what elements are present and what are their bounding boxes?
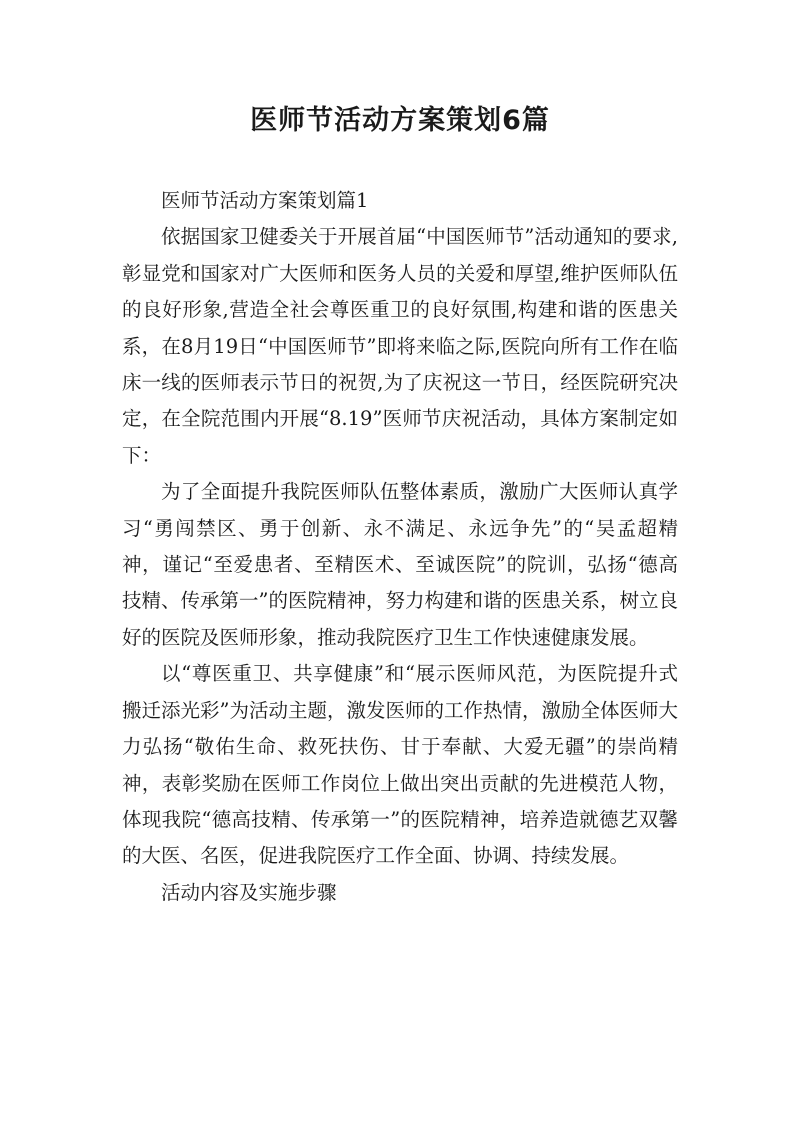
document-title: 医师节活动方案策划6篇 [250,105,550,136]
section-heading: 医师节活动方案策划篇1 [161,189,369,212]
section-subheading: 活动内容及实施步骤 [161,880,337,904]
paragraph-2: 为了全面提升我院医师队伍整体素质，激励广大医师认真学习“勇闯禁区、勇于创新、永不满足、永远争先”的“吴孟超精神，谨记“至爱患者、至精医术、至诚医院”的院训，弘扬“德高技精、传承第一”的医院精神，努力构建和谐的医患关系，树立良好的医院及医师形象，推动我院医疗卫生工作快速健康发展。 [122,480,678,649]
paragraph-3: 以“尊医重卫、共享健康”和“展示医师风范，为医院提升式搬迁添光彩”为活动主题，激发医师的工作热情，激励全体医师大力弘扬“敬佑生命、救死扶伤、甘于奉献、大爱无疆”的崇尚精神，表彰奖励在医师工作岗位上做出突出贡献的先进模范人物，体现我院“德高技精、传承第一”的医院精神，培养造就德艺双馨的大医、名医，促进我院医疗工作全面、协调、持续发展。 [122,662,678,868]
document-body [122,183,678,911]
paragraph-1: 依据国家卫健委关于开展首届“中国医师节”活动通知的要求,彰显党和国家对广大医师和医务人员的关爱和厚望,维护医师队伍的良好形象,营造全社会尊医重卫的良好氛围,构建和谐的医患关系，在8月19日“中国医师节”即将来临之际,医院向所有工作在临床一线的医师表示节日的祝贺,为了庆祝这一节日，经医院研究决定，在全院范围内开展“8.19”医师节庆祝活动，具体方案制定如下： [122,225,678,467]
